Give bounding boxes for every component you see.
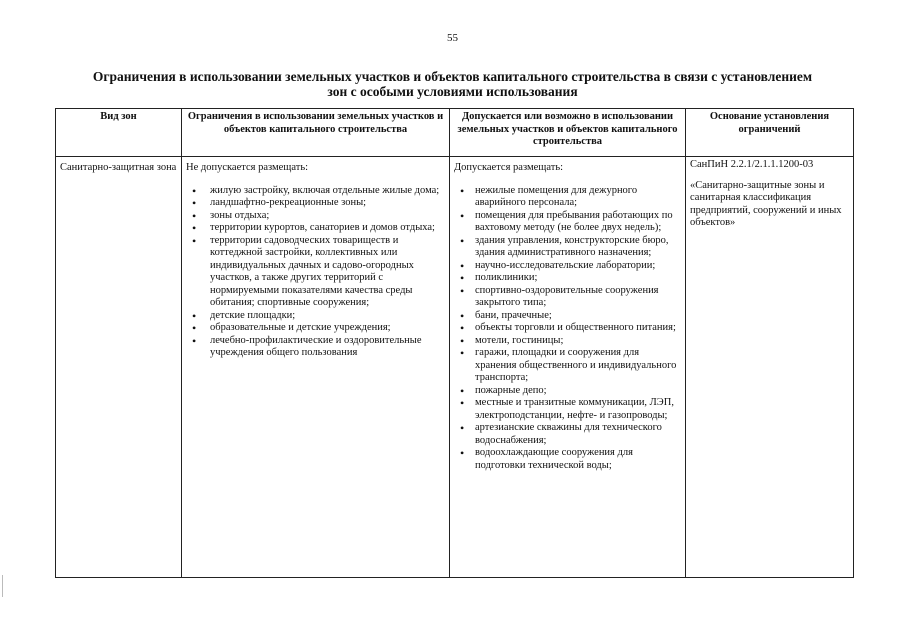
list-item: • мотели, гостиницы; (454, 335, 681, 348)
margin-mark (2, 575, 7, 597)
table-row (56, 157, 854, 578)
cell-zone (56, 157, 182, 578)
cell-allowed (450, 157, 686, 578)
list-item: • здания управления, конструкторские бюро, здания административного назначения; (454, 235, 681, 260)
list-item: • детские площадки; (186, 310, 445, 323)
list-item: • территории садоводческих товариществ и коттеджной застройки, коллективных или индивидуальных дачных и садово-огородных участков, а также других территорий с нормируемыми показателями качества среды обитания; спортивные сооружения; (186, 235, 445, 310)
list-item: • нежилые помещения для дежурного аварийного персонала; (454, 185, 681, 210)
list-item: • бани, прачечные; (454, 310, 681, 323)
list-item: • объекты торговли и общественного питания; (454, 322, 681, 335)
allowed-intro: Допускается размещать: (454, 162, 564, 173)
header-basis: Основание установления ограничений (686, 109, 854, 157)
list-item: • спортивно-оздоровительные сооружения закрытого типа; (454, 285, 681, 310)
list-item: • поликлиники; (454, 272, 681, 285)
header-zone-type: Вид зон (56, 109, 182, 157)
basis-document-name: «Санитарно-защитные зоны и санитарная классификация предприятий, сооружений и иных объектов» (690, 179, 842, 228)
table-header-row (56, 109, 854, 157)
list-item: • лечебно-профилактические и оздоровительные учреждения общего пользования (186, 335, 445, 360)
list-item: • пожарные депо; (454, 385, 681, 398)
list-item: • зоны отдыха; (186, 210, 445, 223)
basis-code: СанПиН 2.2.1/2.1.1.1200-03 (690, 159, 814, 170)
list-item: • образовательные и детские учреждения; (186, 322, 445, 335)
restrictions-table (55, 108, 854, 578)
allowed-list (454, 185, 681, 473)
list-item: • водоохлаждающие сооружения для подготовки технической воды; (454, 447, 681, 472)
list-item: • территории курортов, санаториев и домов отдыха; (186, 222, 445, 235)
list-item: • жилую застройку, включая отдельные жилые дома; (186, 185, 445, 198)
list-item: • гаражи, площадки и сооружения для хранения общественного и индивидуального транспорта; (454, 347, 681, 385)
list-item: • местные и транзитные коммуникации, ЛЭП, электроподстанции, нефте- и газопроводы; (454, 397, 681, 422)
header-allowed: Допускается или возможно в использовании земельных участков и объектов капитального строительства (450, 109, 686, 157)
list-item: • научно-исследовательские лаборатории; (454, 260, 681, 273)
list-item: • ландшафтно-рекреационные зоны; (186, 197, 445, 210)
list-item: • артезианские скважины для технического водоснабжения; (454, 422, 681, 447)
header-restrictions: Ограничения в использовании земельных участков и объектов капитального строительства (182, 109, 450, 157)
restrictions-list (186, 185, 445, 360)
list-item: • помещения для пребывания работающих по вахтовому методу (не более двух недель); (454, 210, 681, 235)
document-title: Ограничения в использовании земельных участков и объектов капитального строительства в связи с установлением зон с особыми условиями использования (92, 69, 813, 99)
cell-basis (686, 157, 854, 578)
restrictions-intro: Не допускается размещать: (186, 162, 309, 173)
zone-name: Санитарно-защитная зона (60, 162, 177, 173)
cell-restrictions (182, 157, 450, 578)
page-number: 55 (447, 32, 458, 44)
